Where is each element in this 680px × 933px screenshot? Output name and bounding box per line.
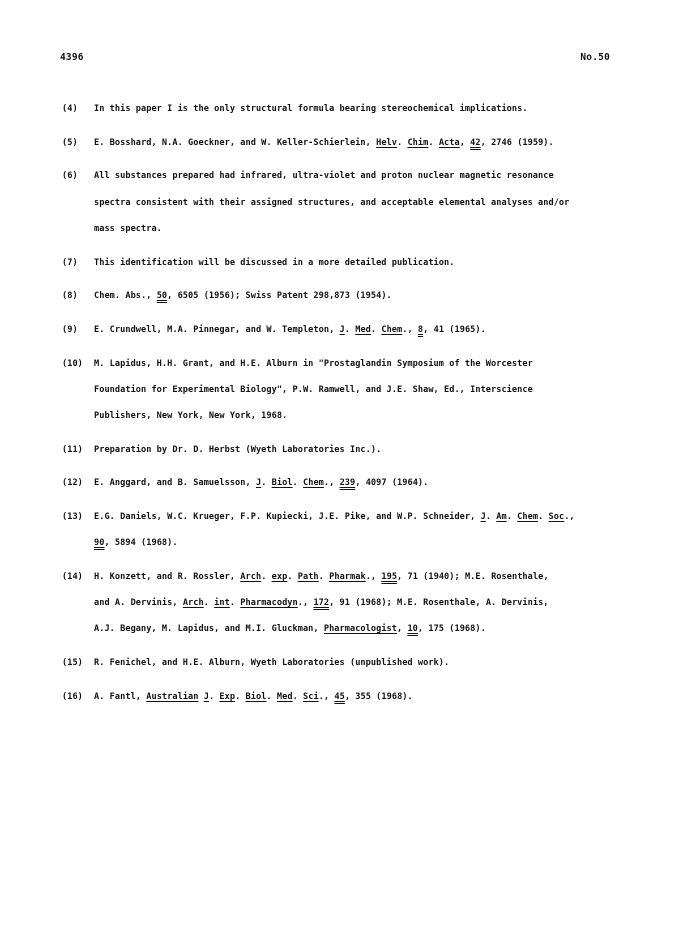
reference-text: , 175 (1968). — [417, 624, 486, 635]
reference-text: ., — [323, 478, 340, 489]
reference-line — [94, 616, 622, 642]
reference-number: (8) — [62, 291, 78, 302]
reference-text: Publishers, New York, New York, 1968. — [94, 411, 288, 422]
journal-abbreviation: Sci — [303, 691, 319, 702]
reference-text: . — [292, 691, 304, 702]
reference-line — [94, 163, 622, 189]
reference-text: spectra consistent with their assigned structures, and acceptable elemental analyses and/or — [94, 197, 570, 208]
reference-text: , 4097 (1964). — [355, 478, 429, 489]
reference-text: . — [229, 598, 241, 609]
reference-text: , 71 (1940); M.E. Rosenthale, — [397, 572, 549, 583]
reference-text: . — [506, 512, 518, 523]
reference-line — [94, 684, 622, 710]
reference-text: A.J. Begany, M. Lapidus, and M.I. Gluckman, — [94, 624, 324, 635]
reference-text: Foundation for Experimental Biology", P.W. Ramwell, and J.E. Shaw, Ed., Interscience — [94, 384, 533, 395]
reference-text: M. Lapidus, H.H. Grant, and H.E. Alburn in "Prostaglandin Symposium of the Worcester — [94, 358, 533, 369]
reference-item — [62, 437, 622, 463]
reference-item — [62, 96, 622, 122]
journal-abbreviation: J — [203, 691, 209, 702]
journal-abbreviation: J — [339, 324, 345, 335]
reference-number: (15) — [62, 658, 83, 669]
reference-text: H. Konzett, and R. Rossler, — [94, 572, 241, 583]
reference-text: ., — [402, 324, 418, 335]
journal-abbreviation: Pharmacologist — [323, 624, 397, 635]
reference-line — [94, 96, 622, 122]
reference-item — [62, 351, 622, 430]
reference-item — [62, 470, 622, 496]
reference-text: E. Anggard, and B. Samuelsson, — [94, 478, 256, 489]
journal-abbreviation: Chem — [303, 478, 324, 489]
journal-abbreviation: Am — [496, 512, 507, 523]
reference-line — [94, 530, 622, 556]
volume-number: 45 — [334, 691, 345, 702]
reference-number: (4) — [62, 104, 78, 114]
reference-text: . — [344, 324, 356, 335]
journal-abbreviation: J — [480, 512, 486, 523]
reference-text: In this paper I is the only structural formula bearing stereochemical implications. — [94, 104, 528, 114]
journal-abbreviation: exp — [271, 572, 288, 583]
reference-text: . — [292, 478, 303, 489]
reference-text: . — [261, 572, 272, 583]
reference-number: (10) — [62, 358, 83, 369]
reference-text: . — [538, 512, 549, 523]
journal-abbreviation: Arch — [182, 598, 204, 609]
reference-line — [94, 590, 622, 616]
reference-number: (16) — [62, 691, 83, 702]
reference-text: A. Fantl, — [94, 691, 147, 702]
journal-abbreviation: Med — [276, 691, 293, 702]
reference-line — [94, 650, 622, 676]
journal-abbreviation: J — [255, 478, 262, 489]
reference-text: , 355 (1968). — [344, 691, 413, 702]
reference-text: All substances prepared had infrared, ultra-violet and proton nuclear magnetic resonance — [94, 171, 554, 182]
reference-line — [94, 437, 622, 463]
reference-line — [94, 403, 622, 429]
reference-line — [94, 283, 622, 309]
journal-abbreviation: Chem — [381, 324, 403, 335]
reference-text: , — [459, 137, 471, 148]
reference-item — [62, 650, 622, 676]
reference-line — [94, 564, 622, 590]
reference-text: . — [235, 691, 246, 702]
reference-item — [62, 283, 622, 309]
reference-text: mass spectra. — [94, 223, 162, 234]
reference-list — [62, 96, 622, 718]
reference-text: Chem. Abs., — [94, 291, 157, 302]
reference-text: . — [208, 691, 220, 702]
volume-number: 239 — [339, 478, 356, 489]
reference-line — [94, 351, 622, 377]
reference-line — [94, 470, 622, 496]
reference-text: . — [318, 572, 330, 583]
reference-text: . — [261, 478, 272, 489]
reference-line — [94, 190, 622, 216]
reference-number: (11) — [62, 444, 83, 455]
reference-text: ., — [365, 572, 382, 583]
reference-line — [94, 317, 622, 343]
reference-text: . — [485, 512, 497, 523]
journal-abbreviation: Med — [355, 324, 371, 335]
reference-text: , — [397, 624, 408, 635]
reference-text: E.G. Daniels, W.C. Krueger, F.P. Kupiecki, J.E. Pike, and W.P. Schneider, — [94, 512, 481, 523]
journal-abbreviation: Chem — [517, 512, 539, 523]
journal-abbreviation: int — [214, 598, 230, 609]
journal-abbreviation: Biol — [245, 691, 267, 702]
reference-item — [62, 130, 622, 156]
journal-abbreviation: Chim — [407, 137, 429, 148]
reference-number: (13) — [62, 512, 83, 523]
journal-abbreviation: Helv — [376, 137, 397, 148]
reference-text: E. Crundwell, M.A. Pinnegar, and W. Templeton, — [94, 324, 340, 335]
reference-text: , 91 (1968); M.E. Rosenthale, A. Dervinis, — [329, 598, 549, 609]
journal-abbreviation: Pharmacodyn — [240, 598, 298, 609]
reference-text: R. Fenichel, and H.E. Alburn, Wyeth Laboratories (unpublished work). — [94, 658, 450, 669]
reference-text: ., — [564, 512, 575, 523]
journal-abbreviation: Soc — [548, 512, 565, 523]
journal-abbreviation: Acta — [438, 137, 460, 148]
volume-number: 90 — [94, 538, 105, 549]
volume-number: 42 — [470, 137, 481, 148]
volume-number: 50 — [156, 291, 168, 302]
reference-line — [94, 130, 622, 156]
reference-line — [94, 377, 622, 403]
reference-text: ., — [318, 691, 335, 702]
reference-text: , 2746 (1959). — [480, 137, 554, 148]
reference-text: . — [287, 572, 298, 583]
reference-text: . — [397, 137, 408, 148]
reference-text: E. Bosshard, N.A. Goeckner, and W. Keller-Schierlein, — [94, 137, 377, 148]
reference-number: (6) — [62, 171, 78, 182]
reference-text: and A. Dervinis, — [94, 598, 183, 609]
reference-text: Preparation by Dr. D. Herbst (Wyeth Laboratories Inc.). — [94, 444, 382, 455]
reference-text: . — [370, 324, 382, 335]
volume-number: 195 — [381, 572, 398, 583]
reference-line — [94, 504, 622, 530]
reference-item — [62, 317, 622, 343]
reference-line — [94, 216, 622, 242]
issue-number: No.50 — [580, 52, 610, 63]
reference-text: . — [428, 137, 439, 148]
reference-number: (14) — [62, 572, 83, 583]
journal-abbreviation: Arch — [240, 572, 262, 583]
reference-text: . — [266, 691, 277, 702]
reference-item — [62, 504, 622, 556]
reference-number: (5) — [62, 137, 78, 148]
journal-abbreviation: Australian — [146, 691, 199, 702]
reference-item — [62, 684, 622, 710]
reference-number: (7) — [62, 257, 78, 268]
reference-text: . — [203, 598, 215, 609]
reference-number: (9) — [62, 324, 78, 335]
reference-text: , 5894 (1968). — [104, 538, 178, 549]
volume-number: 8 — [417, 324, 424, 335]
journal-abbreviation: Path — [297, 572, 319, 583]
reference-text: , 41 (1965). — [423, 324, 486, 335]
volume-number: 172 — [313, 598, 330, 609]
journal-abbreviation: Exp — [219, 691, 236, 702]
journal-abbreviation: Biol — [271, 478, 293, 489]
journal-abbreviation: Pharmak — [329, 572, 366, 583]
reference-text: This identification will be discussed in a more detailed publication. — [94, 257, 455, 268]
reference-text: ., — [297, 598, 314, 609]
reference-line — [94, 250, 622, 276]
page-number: 4396 — [60, 52, 84, 63]
volume-number: 10 — [407, 624, 418, 635]
reference-number: (12) — [62, 478, 83, 489]
reference-text: , 6505 (1956); Swiss Patent 298,873 (1954). — [167, 291, 392, 302]
reference-item — [62, 564, 622, 643]
reference-item — [62, 250, 622, 276]
reference-item — [62, 163, 622, 242]
